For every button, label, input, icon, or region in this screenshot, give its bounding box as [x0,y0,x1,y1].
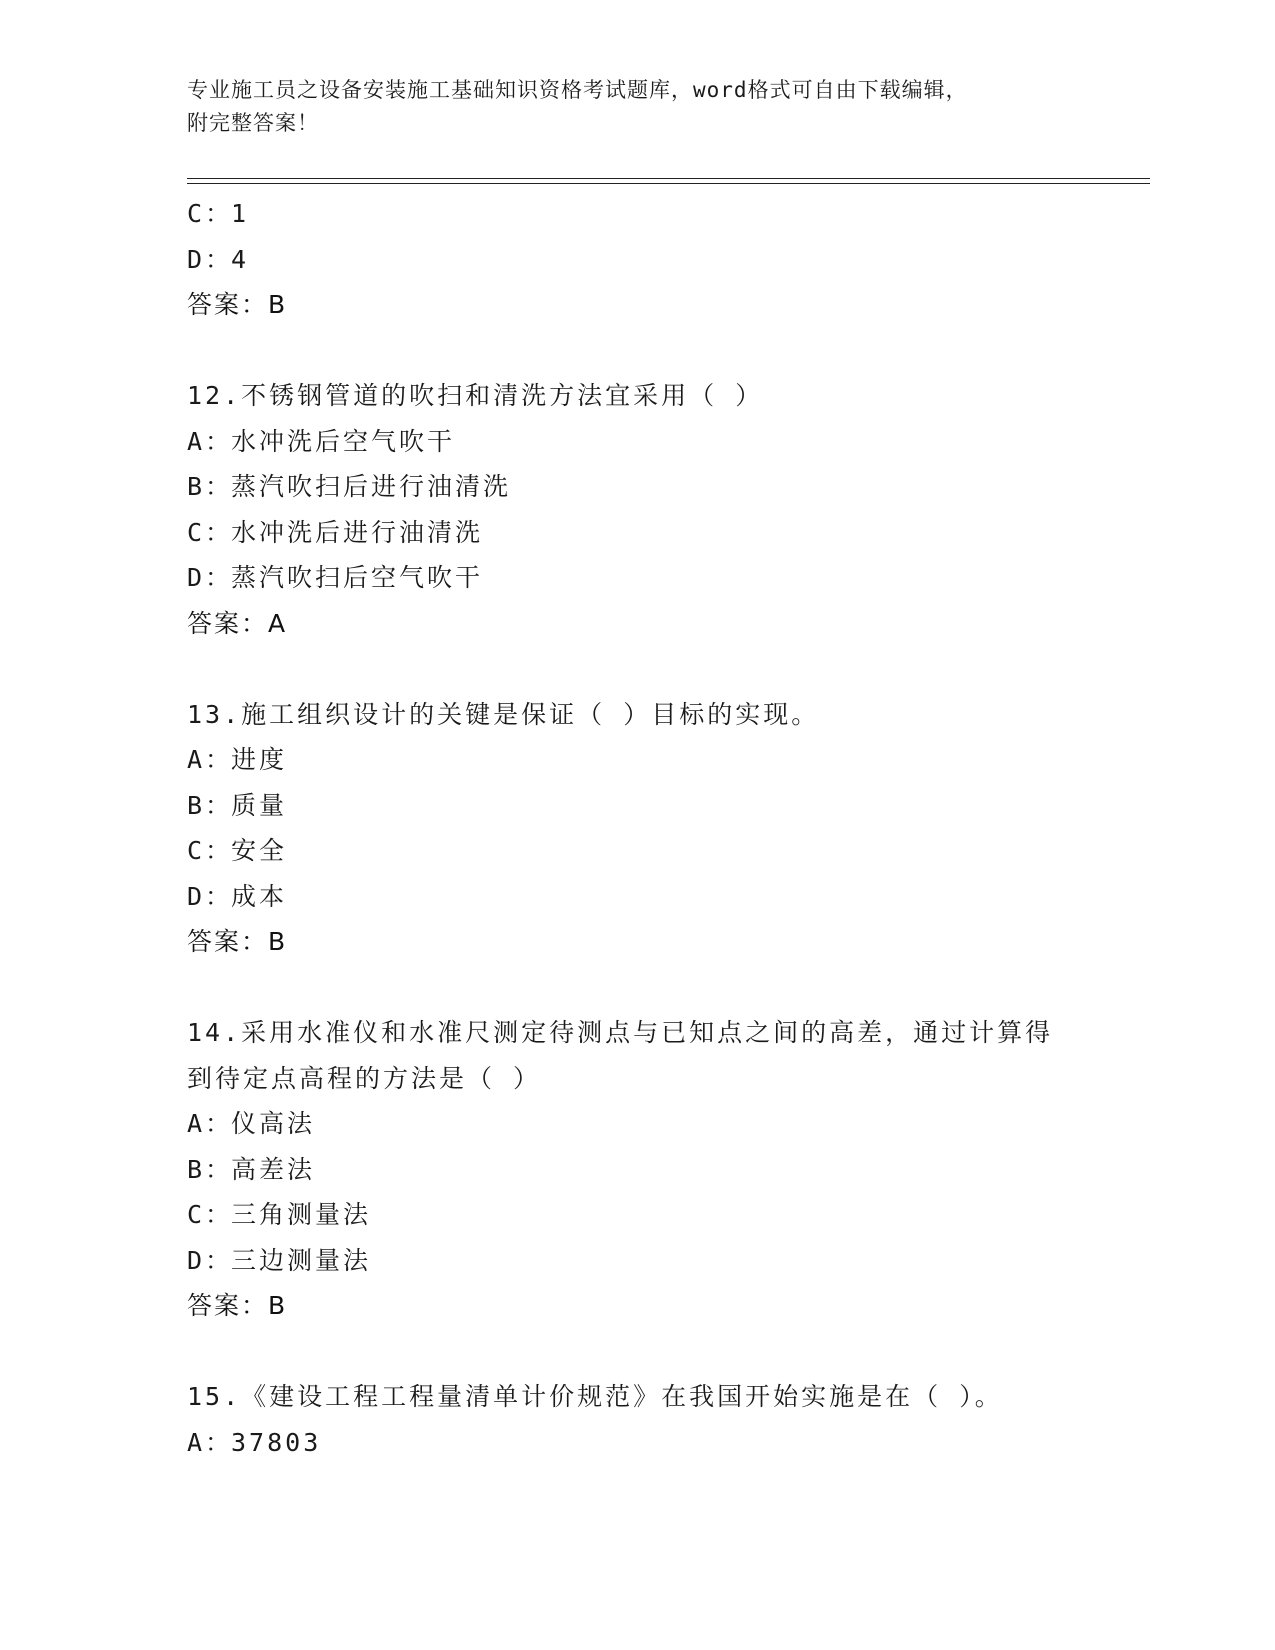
option-a: A：仪高法 [187,1109,316,1138]
header-line-1: 专业施工员之设备安装施工基础知识资格考试题库，word格式可自由下载编辑， [187,78,968,102]
question-14 [187,1010,1147,1329]
question-list [187,191,1147,1465]
option-d: D：4 [187,244,250,274]
option-c: C：1 [187,199,250,228]
option-a: A：37803 [187,1427,322,1457]
question-stem: 15.《建设工程工程量清单计价规范》在我国开始实施是在（ ）。 [187,1382,1003,1411]
question-15 [187,1374,1147,1465]
answer-line: 答案：A [187,608,288,638]
header-line-2: 附完整答案！ [187,111,319,135]
option-a: A：水冲洗后空气吹干 [187,426,456,456]
option-b: B：质量 [187,790,288,820]
option-a: A：进度 [187,745,288,774]
question-fragment [187,191,1147,328]
option-b: B：蒸汽吹扫后进行油清洗 [187,472,512,501]
question-stem-line-1: 14.采用水准仪和水准尺测定待测点与已知点之间的高差，通过计算得 [187,1018,1054,1047]
option-d: D：蒸汽吹扫后空气吹干 [187,563,484,592]
option-d: D：三边测量法 [187,1245,372,1275]
answer-line: 答案：B [187,927,288,956]
option-c: C：安全 [187,836,288,865]
document-header [187,74,1087,140]
question-stem-line-2: 到待定点高程的方法是（ ） [187,1063,542,1093]
question-stem: 13.施工组织设计的关键是保证（ ）目标的实现。 [187,699,820,729]
header-divider-bottom [187,183,1150,184]
option-c: C：三角测量法 [187,1200,372,1229]
header-divider-top [187,178,1150,179]
option-d: D：成本 [187,881,288,911]
question-12 [187,373,1147,646]
answer-line: 答案：B [187,1291,288,1320]
option-c: C：水冲洗后进行油清洗 [187,517,484,547]
question-stem: 12.不锈钢管道的吹扫和清洗方法宜采用（ ） [187,381,764,410]
option-b: B：高差法 [187,1154,316,1184]
answer-line: 答案：B [187,290,288,319]
question-13 [187,692,1147,965]
